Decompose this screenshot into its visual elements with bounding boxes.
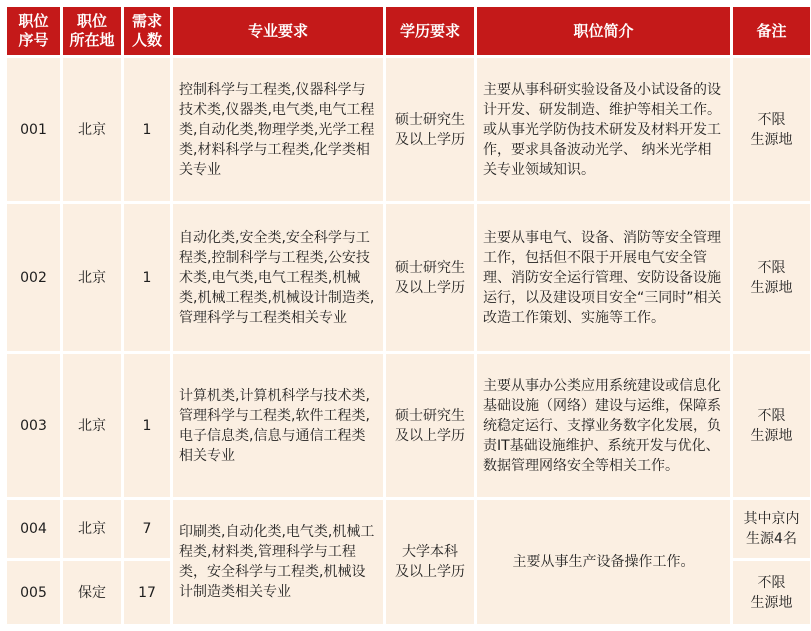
table-header-row [7, 7, 810, 55]
header-location: 职位 所在地 [63, 7, 121, 55]
position-headcount: 1 [124, 204, 170, 351]
education-requirement-shared: 大学本科 及以上学历 [386, 500, 474, 624]
table-row [7, 204, 810, 351]
remarks: 不限 生源地 [733, 354, 810, 497]
header-headcount: 需求 人数 [124, 7, 170, 55]
table-row [7, 58, 810, 201]
job-description-shared: 主要从事生产设备操作工作。 [477, 500, 730, 624]
table-row [7, 500, 810, 558]
remarks: 不限 生源地 [733, 561, 810, 624]
education-requirement: 硕士研究生 及以上学历 [386, 354, 474, 497]
position-location: 北京 [63, 354, 121, 497]
education-requirement: 硕士研究生 及以上学历 [386, 204, 474, 351]
position-location: 保定 [63, 561, 121, 624]
education-requirement: 硕士研究生 及以上学历 [386, 58, 474, 201]
position-number: 002 [7, 204, 60, 351]
major-requirement: 计算机类,计算机科学与技术类,管理科学与工程类,软件工程类,电子信息类,信息与通信工程类相关专业 [173, 354, 383, 497]
header-major-requirement: 专业要求 [173, 7, 383, 55]
position-headcount: 17 [124, 561, 170, 624]
position-number: 004 [7, 500, 60, 558]
job-description: 主要从事办公类应用系统建设或信息化基础设施（网络）建设与运维，保障系统稳定运行、支撑业务数字化发展，负责IT基础设施维护、系统开发与优化、数据管理网络安全等相关工作。 [477, 354, 730, 497]
header-remarks: 备注 [733, 7, 810, 55]
header-job-description: 职位简介 [477, 7, 730, 55]
major-requirement: 控制科学与工程类,仪器科学与技术类,仪器类,电气类,电气工程类,自动化类,物理学类,光学工程类,材料科学与工程类,化学类相关专业 [173, 58, 383, 201]
position-headcount: 7 [124, 500, 170, 558]
table-row [7, 354, 810, 497]
position-headcount: 1 [124, 354, 170, 497]
major-requirement-shared: 印刷类,自动化类,电气类,机械工程类,材料类,管理科学与工程类，安全科学与工程类,机械设计制造类相关专业 [173, 500, 383, 624]
position-location: 北京 [63, 58, 121, 201]
position-number: 001 [7, 58, 60, 201]
job-description: 主要从事电气、设备、消防等安全管理工作，包括但不限于开展电气安全管理、消防安全运行管理、安防设备设施运行，以及建设项目安全“三同时”相关改造工作策划、实施等工作。 [477, 204, 730, 351]
header-position-number: 职位 序号 [7, 7, 60, 55]
job-description: 主要从事科研实验设备及小试设备的设计开发、研发制造、维护等相关工作。或从事光学防伪技术研发及材料开发工作，要求具备波动光学、 纳米光学相关专业领域知识。 [477, 58, 730, 201]
remarks: 不限 生源地 [733, 58, 810, 201]
position-number: 003 [7, 354, 60, 497]
position-headcount: 1 [124, 58, 170, 201]
position-number: 005 [7, 561, 60, 624]
position-location: 北京 [63, 500, 121, 558]
position-location: 北京 [63, 204, 121, 351]
remarks: 不限 生源地 [733, 204, 810, 351]
header-education-requirement: 学历要求 [386, 7, 474, 55]
job-positions-table [4, 4, 811, 627]
remarks: 其中京内 生源4名 [733, 500, 810, 558]
major-requirement: 自动化类,安全类,安全科学与工程类,控制科学与工程类,公安技术类,电气类,电气工程类,机械类,机械工程类,机械设计制造类,管理科学与工程类相关专业 [173, 204, 383, 351]
